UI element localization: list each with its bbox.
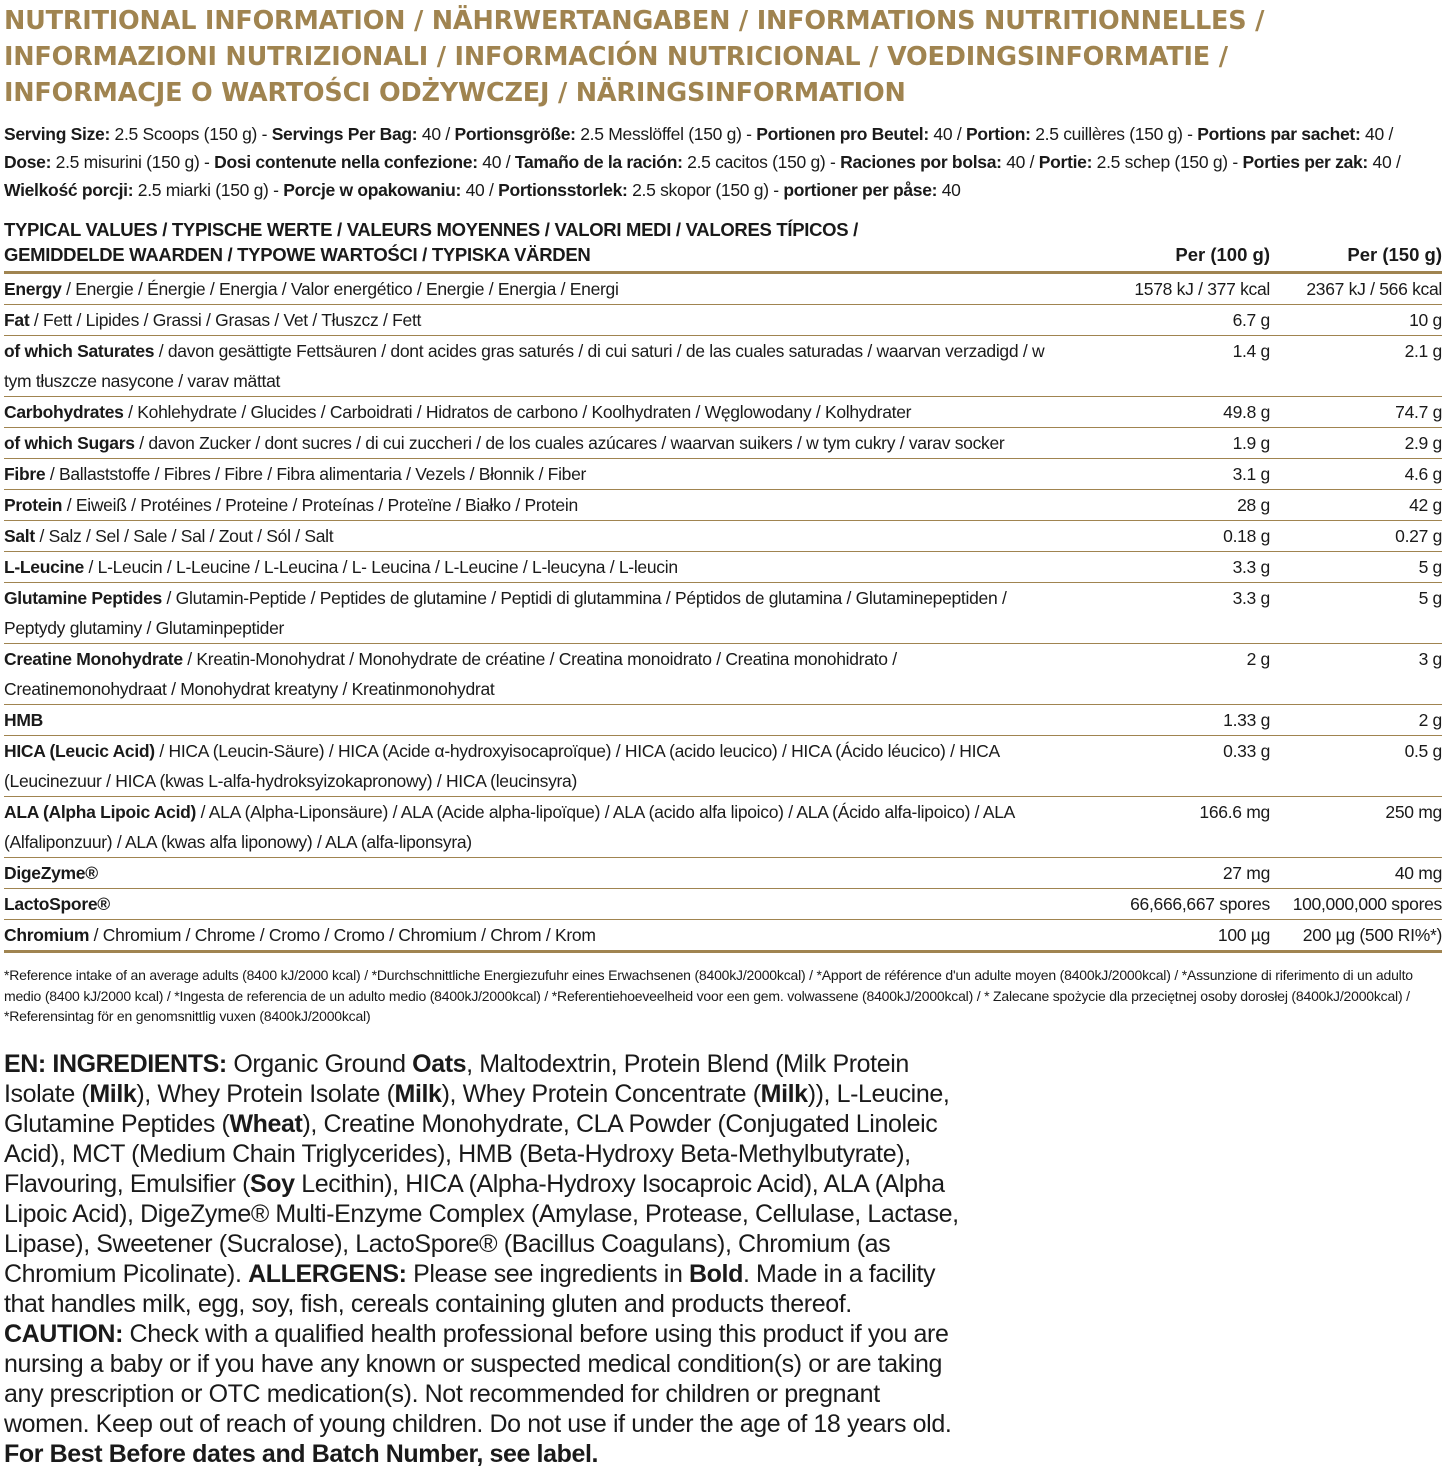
table-row	[4, 858, 1442, 889]
nutrient-label	[4, 305, 1080, 335]
serving-info	[4, 120, 1442, 204]
table-row	[4, 305, 1442, 336]
serving-value: 2.5 Messlöffel (150 g) -	[575, 124, 757, 144]
header-line: TYPICAL VALUES / TYPISCHE WERTE / VALEURS MOYENNES / VALORI MEDI / VALORES TÍPICOS /	[4, 219, 858, 240]
nutrient-name: Chromium	[4, 925, 90, 945]
serving-value: 40	[937, 180, 961, 200]
ingredient-bold: Oats	[412, 1049, 467, 1078]
serving-key: Portion:	[965, 124, 1031, 144]
value-per-150g: 0.27 g	[1395, 526, 1442, 546]
ingredient-bold: CAUTION:	[4, 1319, 124, 1348]
value-per-150g: 3 g	[1418, 649, 1442, 669]
nutrient-label	[4, 459, 1080, 489]
serving-value: 40 /	[1001, 152, 1039, 172]
nutrient-translations: / davon Zucker / dont sucres / di cui zuccheri / de los cuales azúcares / waarvan suikers / w tym cukry / varav socker	[134, 433, 1005, 453]
serving-key: Raciones por bolsa:	[840, 152, 1002, 172]
value-per-150g: 200 µg (500 RI%*)	[1302, 925, 1442, 945]
value-per-100g: 27 mg	[1222, 863, 1270, 883]
nutrient-translations: / Ballaststoffe / Fibres / Fibre / Fibra alimentaria / Vezels / Błonnik / Fiber	[45, 464, 587, 484]
table-header-label	[4, 217, 1080, 267]
nutrient-name: Energy	[4, 279, 62, 299]
serving-value: 40 /	[1360, 124, 1394, 144]
nutrient-name: LactoSpore®	[4, 894, 110, 914]
table-row	[4, 459, 1442, 490]
serving-value: 40 /	[1367, 152, 1401, 172]
nutrient-name: Protein	[4, 495, 63, 515]
nutrient-label	[4, 736, 1080, 796]
ingredient-text: . Made in a facility that handles milk, egg, soy, fish, cereals containing gluten and products thereof.	[4, 1259, 936, 1318]
serving-key: Wielkość porcji:	[4, 180, 134, 200]
nutrient-translations: / ALA (Alpha-Liponsäure) / ALA (Acide alpha-lipoïque) / ALA (acido alfa lipoico) / ALA (Ácido alfa-lipoico) / ALA (Alfaliponzuur) / ALA (kwas alfa liponowy) / ALA (alfa-liponsyra)	[4, 802, 1015, 852]
serving-key: portioner per påse:	[783, 180, 938, 200]
value-per-100g: 28 g	[1237, 495, 1270, 515]
value-per-100g: 0.33 g	[1223, 741, 1270, 761]
nutrient-name: of which Sugars	[4, 433, 135, 453]
value-per-100g: 2 g	[1246, 649, 1270, 669]
nutrient-label	[4, 274, 1080, 304]
serving-key: Dose:	[4, 152, 52, 172]
table-row	[4, 705, 1442, 736]
nutrient-name: L-Leucine	[4, 557, 84, 577]
nutrient-label	[4, 920, 1080, 950]
title-line: NUTRITIONAL INFORMATION / NÄHRWERTANGABEN / INFORMATIONS NUTRITIONNELLES /	[4, 6, 1265, 36]
nutrient-translations: / Glutamin-Peptide / Peptides de glutamine / Peptidi di glutammina / Péptidos de glutamina / Glutaminepeptiden / Peptydy glutaminy / Glutaminpeptider	[4, 588, 1007, 638]
footnote: *Reference intake of an average adults (8400 kJ/2000 kcal) / *Durchschnittliche Energiezufuhr eines Erwachsenen (8400kJ/2000kcal) / *Apport de référence d'un adulte moyen (8400kJ/2000kcal) / *Assunzione di riferimento di un adulto medio (8400 kJ/2000 kcal) / *Ingesta de referencia de un adulto medio (8400kJ/2000kcal) / *Referentiehoeveelheid voor een gem. volwassene (8400kJ/2000kcal) / * Zalecane spożycie dla przeciętnej osoby dorosłej (8400kJ/2000kcal) / *Referensintag för en genomsnittlig vuxen (8400kJ/2000kcal)	[4, 967, 1413, 1024]
ingredient-bold: Bold	[689, 1259, 743, 1288]
serving-key: Serving Size:	[4, 124, 110, 144]
table-row	[4, 552, 1442, 583]
nutrient-translations: / HICA (Leucin-Säure) / HICA (Acide α-hydroxyisocaproïque) / HICA (acido leucico) / HICA (Ácido léucico) / HICA (Leucinezuur / HICA (kwas L-alfa-hydroksyizokapronowy) / HICA (leucinsyra)	[4, 741, 999, 791]
value-per-100g: 166.6 mg	[1199, 802, 1270, 822]
title-line: INFORMACJE O WARTOŚCI ODŻYWCZEJ / NÄRINGSINFORMATION	[4, 78, 906, 108]
table-row	[4, 797, 1442, 858]
ingredient-text: Please see ingredients in	[406, 1259, 690, 1288]
value-per-100g: 3.1 g	[1232, 464, 1270, 484]
nutrient-translations: / Chromium / Chrome / Cromo / Cromo / Chromium / Chrom / Krom	[89, 925, 596, 945]
value-per-150g: 10 g	[1409, 310, 1442, 330]
serving-value: 40 /	[928, 124, 966, 144]
nutrient-translations: / Kreatin-Monohydrat / Monohydrate de créatine / Creatina monoidrato / Creatina monohidrato / Creatinemonohydraat / Monohydrat kreatyny / Kreatinmonohydrat	[4, 649, 897, 699]
value-per-150g: 5 g	[1418, 557, 1442, 577]
column-header-150g: Per (150 g)	[1347, 244, 1442, 265]
nutrient-name: ALA (Alpha Lipoic Acid)	[4, 802, 197, 822]
nutrient-label	[4, 583, 1080, 643]
header-line: GEMIDDELDE WAARDEN / TYPOWE WARTOŚCI / TYPISKA VÄRDEN	[4, 244, 591, 265]
serving-value: 2.5 cuillères (150 g) -	[1030, 124, 1198, 144]
value-per-150g: 4.6 g	[1404, 464, 1442, 484]
table-row	[4, 336, 1442, 397]
nutrient-name: Creatine Monohydrate	[4, 649, 183, 669]
value-per-150g: 250 mg	[1385, 802, 1442, 822]
nutrient-label	[4, 428, 1080, 458]
nutrient-translations: / Fett / Lipides / Grassi / Grasas / Vet / Tłuszcz / Fett	[29, 310, 422, 330]
table-row	[4, 736, 1442, 797]
ingredient-text: ), Whey Protein Isolate (	[136, 1079, 395, 1108]
value-per-150g: 2 g	[1418, 710, 1442, 730]
table-row	[4, 889, 1442, 920]
serving-key: Porties per zak:	[1242, 152, 1368, 172]
value-per-100g: 6.7 g	[1232, 310, 1270, 330]
value-per-100g: 3.3 g	[1232, 557, 1270, 577]
serving-value: 40 /	[461, 180, 499, 200]
nutrient-label	[4, 552, 1080, 582]
nutrient-name: Salt	[4, 526, 35, 546]
nutrition-table	[4, 274, 1442, 953]
value-per-100g: 0.18 g	[1223, 526, 1270, 546]
value-per-100g: 3.3 g	[1232, 588, 1270, 608]
ingredients-text	[4, 1049, 969, 1469]
value-per-150g: 100,000,000 spores	[1292, 894, 1442, 914]
value-per-100g: 1.33 g	[1223, 710, 1270, 730]
value-per-150g: 0.5 g	[1404, 741, 1442, 761]
ingredient-bold: Wheat	[229, 1109, 303, 1138]
page-title	[4, 3, 1442, 111]
serving-value: 2.5 schep (150 g) -	[1092, 152, 1243, 172]
serving-key: Portions par sachet:	[1197, 124, 1361, 144]
ingredient-bold: Milk	[760, 1079, 808, 1108]
serving-key: Servings Per Bag:	[271, 124, 418, 144]
serving-key: Porcje w opakowaniu:	[283, 180, 462, 200]
nutrient-label	[4, 336, 1080, 396]
ingredient-bold: Milk	[89, 1079, 137, 1108]
value-per-100g: 66,666,667 spores	[1130, 894, 1270, 914]
value-per-150g: 2.9 g	[1404, 433, 1442, 453]
serving-key: Tamaño de la ración:	[514, 152, 683, 172]
nutrient-translations: / L-Leucin / L-Leucine / L-Leucina / L- Leucina / L-Leucine / L-leucyna / L-leucin	[83, 557, 678, 577]
nutrient-label	[4, 490, 1080, 520]
table-row	[4, 583, 1442, 644]
serving-value: 2.5 miarki (150 g) -	[133, 180, 284, 200]
ingredient-text: ), Whey Protein Concentrate (	[441, 1079, 761, 1108]
value-per-100g: 1.4 g	[1232, 341, 1270, 361]
value-per-100g: 1578 kJ / 377 kcal	[1134, 279, 1270, 299]
nutrient-name: HICA (Leucic Acid)	[4, 741, 155, 761]
value-per-150g: 74.7 g	[1395, 402, 1442, 422]
nutrient-translations: / Salz / Sel / Sale / Sal / Zout / Sól / Salt	[34, 526, 334, 546]
ingredient-text: Organic Ground	[226, 1049, 413, 1078]
title-line: INFORMAZIONI NUTRIZIONALI / INFORMACIÓN NUTRICIONAL / VOEDINGSINFORMATIE /	[4, 42, 1228, 72]
nutrient-name: Fat	[4, 310, 30, 330]
serving-key: Portionsstorlek:	[498, 180, 628, 200]
value-per-100g: 1.9 g	[1232, 433, 1270, 453]
value-per-150g: 2.1 g	[1404, 341, 1442, 361]
ingredient-text: ), Creatine Monohydrate, CLA Powder (Conjugated Linoleic Acid), MCT (Medium Chain Triglycerides), HMB (Beta-Hydroxy Beta-Methylbutyrate), Flavouring, Emulsifier (	[4, 1109, 938, 1198]
ingredient-text: )), L-Leucine, Glutamine Peptides (	[4, 1079, 950, 1138]
value-per-150g: 5 g	[1418, 588, 1442, 608]
serving-value: 2.5 misurini (150 g) -	[51, 152, 215, 172]
nutrient-label	[4, 705, 1080, 735]
nutrient-label	[4, 858, 1080, 888]
value-per-100g: 49.8 g	[1223, 402, 1270, 422]
serving-key: Dosi contenute nella confezione:	[214, 152, 478, 172]
table-row	[4, 521, 1442, 552]
nutrient-translations: / Energie / Énergie / Energia / Valor energético / Energie / Energia / Energi	[61, 279, 619, 299]
ingredient-bold: Milk	[394, 1079, 442, 1108]
nutrient-label	[4, 521, 1080, 551]
nutrient-label	[4, 889, 1080, 919]
nutrient-name: DigeZyme®	[4, 863, 98, 883]
nutrient-name: Carbohydrates	[4, 402, 124, 422]
nutrient-label	[4, 797, 1080, 857]
serving-value: 2.5 Scoops (150 g) -	[110, 124, 272, 144]
nutrient-label	[4, 397, 1080, 427]
serving-key: Portionen pro Beutel:	[756, 124, 929, 144]
ingredient-bold: Soy	[250, 1169, 295, 1198]
nutrient-label	[4, 644, 1080, 704]
ingredient-bold: ALLERGENS:	[248, 1259, 407, 1288]
nutrient-name: HMB	[4, 710, 43, 730]
table-row	[4, 274, 1442, 305]
serving-value: 2.5 skopor (150 g) -	[627, 180, 784, 200]
table-row	[4, 644, 1442, 705]
value-per-150g: 40 mg	[1394, 863, 1442, 883]
ingredient-text: Lecithin), HICA (Alpha-Hydroxy Isocaproic Acid), ALA (Alpha Lipoic Acid), DigeZyme® Multi-Enzyme Complex (Amylase, Protease, Cellulase, Lactase, Lipase), Sweetener (Sucralose), LactoSpore® (Bacillus Coagulans), Chromium (as Chromium Picolinate).	[4, 1169, 959, 1288]
table-row	[4, 920, 1442, 953]
serving-value: 40 /	[417, 124, 455, 144]
ingredient-bold: For Best Before dates and Batch Number, see label.	[4, 1439, 599, 1468]
nutrient-translations: / davon gesättigte Fettsäuren / dont acides gras saturés / di cui saturi / de las cuales saturadas / waarvan verzadigd / w tym tłuszcze nasycone / varav mättat	[4, 341, 1045, 391]
ingredient-text: Check with a qualified health professional before using this product if you are nursing a baby or if you have any known or suspected medical condition(s) or are taking any prescription or OTC medication(s). Not recommended for children or pregnant women. Keep out of reach of young children. Do not use if under the age of 18 years old.	[4, 1319, 952, 1438]
value-per-150g: 2367 kJ / 566 kcal	[1306, 279, 1442, 299]
table-row	[4, 428, 1442, 459]
nutrient-name: of which Saturates	[4, 341, 155, 361]
nutrient-name: Fibre	[4, 464, 46, 484]
table-row	[4, 490, 1442, 521]
nutrient-name: Glutamine Peptides	[4, 588, 162, 608]
serving-key: Portionsgröße:	[454, 124, 576, 144]
serving-key: Portie:	[1038, 152, 1093, 172]
nutrient-translations: / Eiweiß / Protéines / Proteine / Proteínas / Proteïne / Białko / Protein	[62, 495, 578, 515]
value-per-100g: 100 µg	[1217, 925, 1270, 945]
table-header	[4, 217, 1442, 274]
ingredient-bold: EN: INGREDIENTS:	[4, 1049, 227, 1078]
table-row	[4, 397, 1442, 428]
serving-value: 40 /	[477, 152, 515, 172]
value-per-150g: 42 g	[1409, 495, 1442, 515]
serving-value: 2.5 cacitos (150 g) -	[682, 152, 841, 172]
nutrient-translations: / Kohlehydrate / Glucides / Carboidrati / Hidratos de carbono / Koolhydraten / Węglowodany / Kolhydrater	[123, 402, 912, 422]
ingredient-text: , Maltodextrin, Protein Blend (Milk Protein Isolate (	[4, 1049, 909, 1108]
nutrition-label	[4, 0, 1442, 1469]
column-header-100g: Per (100 g)	[1175, 244, 1270, 265]
